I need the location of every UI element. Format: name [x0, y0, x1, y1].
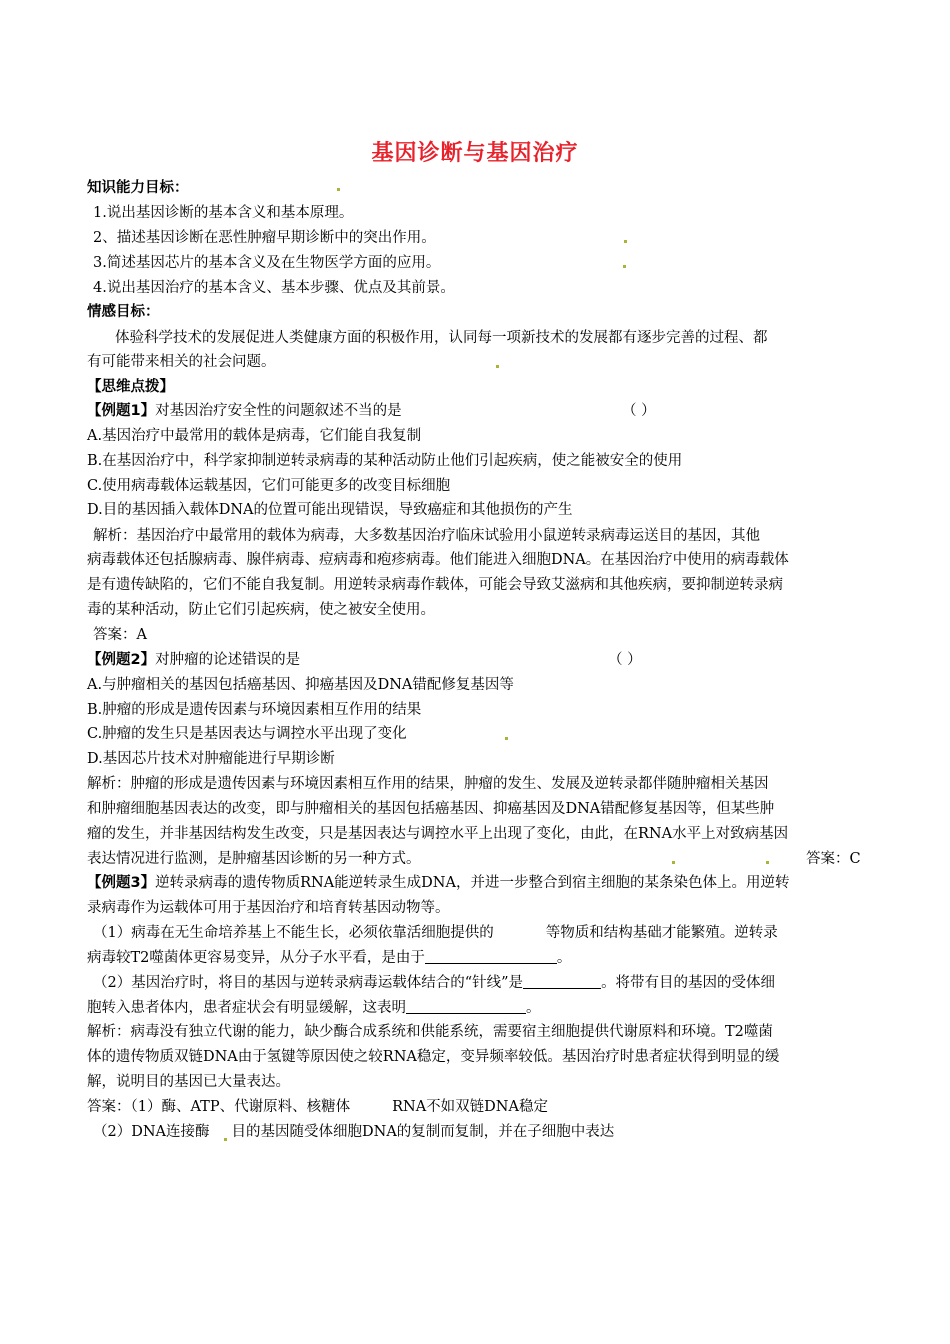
example-3-analysis-line-1: 解析：病毒没有独立代谢的能力，缺少酶合成系统和供能系统，需要宿主细胞提供代谢原料和环境。T2噬菌: [87, 1024, 773, 1040]
example-1-question-text: 对基因治疗安全性的问题叙述不当的是: [155, 403, 402, 419]
example-2-question-text: 对肿瘤的论述错误的是: [155, 652, 301, 668]
subquestion-2-text-c: 胞转入患者体内，患者症状会有明显缓解，这表明: [87, 1000, 406, 1016]
section-heading: 【思维点拨】: [87, 379, 174, 395]
knowledge-item-4: 4.说出基因治疗的基本含义、基本步骤、优点及其前景。: [93, 280, 455, 296]
example-1-analysis-line-4: 毒的某种活动，防止它们引起疾病，使之被安全使用。: [87, 602, 435, 618]
emotion-text-line-1: 体验科学技术的发展促进人类健康方面的积极作用，认同每一项新技术的发展都有逐步完善的过程、都: [115, 330, 768, 346]
example-2-analysis-line-4: 表达情况进行监测，是肿瘤基因诊断的另一种方式。: [87, 851, 421, 867]
scan-speck: [505, 737, 508, 740]
knowledge-item-1: 1.说出基因诊断的基本含义和基本原理。: [93, 205, 354, 221]
subquestion-2-text-a: （2）基因治疗时，将目的基因与逆转录病毒运载体结合的“针线”是: [93, 975, 524, 991]
example-1-question: [87, 401, 402, 421]
scan-speck: [496, 365, 499, 368]
example-1-answer: 答案：A: [93, 627, 147, 643]
knowledge-item-2: 2、描述基因诊断在恶性肿瘤早期诊断中的突出作用。: [93, 230, 436, 246]
scan-speck: [766, 861, 769, 864]
example-3-analysis-line-3: 解，说明目的基因已大量表达。: [87, 1074, 290, 1090]
subquestion-1-text-a: （1）病毒在无生命培养基上不能生长，必须依靠活细胞提供的: [93, 925, 494, 941]
example-2-option-d: D.基因芯片技术对肿瘤能进行早期诊断: [87, 751, 335, 767]
subquestion-1-text-c: 病毒较T2噬菌体更容易变异，从分子水平看，是由于: [87, 950, 425, 966]
example-1-option-d: D.目的基因插入载体DNA的位置可能出现错误，导致癌症和其他损伤的产生: [87, 502, 573, 518]
example-1-option-b: B.在基因治疗中，科学家抑制逆转录病毒的某种活动防止他们引起疾病，使之能被安全的使用: [87, 453, 683, 469]
example-1-analysis-line-3: 是有遗传缺陷的，它们不能自我复制。用逆转录病毒作载体，可能会导致艾滋病和其他疾病，要抑制逆转录病: [87, 577, 783, 593]
example-3-question-text: 逆转录病毒的遗传物质RNA能逆转录生成DNA，并进一步整合到宿主细胞的某条染色体上。用逆转: [155, 875, 790, 891]
subquestion-1-text-b: 等物质和结构基础才能繁殖。逆转录: [545, 925, 778, 941]
blank-1-2[interactable]: [425, 949, 557, 964]
example-3-subquestion-1-line-1: [93, 923, 778, 943]
example-3-question-line-1: [87, 873, 789, 893]
example-3-subquestion-2-line-1: [93, 973, 775, 993]
example-3-question-line-2: 录病毒作为运载体可用于基因治疗和培育转基因动物等。: [87, 900, 450, 916]
example-3-label: 【例题3】: [87, 875, 156, 891]
example-3-answer-line-1: [87, 1097, 548, 1117]
emotion-text-line-2: 有可能带来相关的社会问题。: [87, 354, 276, 370]
scan-speck: [224, 1138, 227, 1141]
example-2-answer-paren: （ ）: [608, 652, 642, 668]
example-3-answer-line-2: [93, 1122, 614, 1142]
example-3-subquestion-2-line-2: [87, 998, 541, 1018]
answer-2-part-a: （2）DNA连接酶: [93, 1124, 210, 1140]
example-2-answer: 答案：C: [806, 851, 861, 867]
answer-2-part-b: 目的基因随受体细胞DNA的复制而复制，并在子细胞中表达: [231, 1124, 615, 1140]
subquestion-2-end: 。: [526, 1000, 541, 1016]
example-1-option-a: A.基因治疗中最常用的载体是病毒，它们能自我复制: [87, 428, 422, 444]
example-2-analysis-line-3: 瘤的发生，并非基因结构发生改变，只是基因表达与调控水平上出现了变化，由此，在RNA水平上对致病基因: [87, 826, 789, 842]
scan-speck: [623, 265, 626, 268]
example-1-option-c: C.使用病毒载体运载基因，它们可能更多的改变目标细胞: [87, 478, 451, 494]
example-1-analysis-line-1: 解析：基因治疗中最常用的载体为病毒，大多数基因治疗临床试验用小鼠逆转录病毒运送目的基因，其他: [93, 528, 760, 544]
answer-1-part-b: RNA不如双链DNA稳定: [392, 1099, 548, 1115]
example-2-option-b: B.肿瘤的形成是遗传因素与环境因素相互作用的结果: [87, 702, 422, 718]
example-2-analysis-line-1: 解析：肿瘤的形成是遗传因素与环境因素相互作用的结果，肿瘤的发生、发展及逆转录都伴随肿瘤相关基因: [87, 776, 769, 792]
knowledge-heading: 知识能力目标：: [87, 180, 189, 196]
example-2-question: [87, 650, 300, 670]
knowledge-item-3: 3.简述基因芯片的基本含义及在生物医学方面的应用。: [93, 255, 441, 271]
scan-speck: [624, 240, 627, 243]
example-2-label: 【例题2】: [87, 652, 156, 668]
blank-2-2[interactable]: [406, 999, 526, 1014]
scan-speck: [337, 188, 340, 191]
example-2-analysis-line-2: 和肿瘤细胞基因表达的改变，即与肿瘤相关的基因包括癌基因、抑癌基因及DNA错配修复基因等，但某些肿: [87, 801, 775, 817]
blank-1-1[interactable]: [494, 925, 546, 939]
subquestion-1-end: 。: [556, 950, 572, 966]
example-2-option-c: C.肿瘤的发生只是基因表达与调控水平出现了变化: [87, 726, 407, 742]
document-title: 基因诊断与基因治疗: [371, 141, 579, 166]
subquestion-2-text-b: 。将带有目的基因的受体细: [601, 975, 776, 991]
example-1-analysis-line-2: 病毒载体还包括腺病毒、腺伴病毒、痘病毒和疱疹病毒。他们能进入细胞DNA。在基因治疗中使用的病毒载体: [87, 552, 789, 568]
example-1-answer-paren: （ ）: [622, 403, 656, 419]
example-1-label: 【例题1】: [87, 403, 156, 419]
scan-speck: [672, 861, 675, 864]
example-2-option-a: A.与肿瘤相关的基因包括癌基因、抑癌基因及DNA错配修复基因等: [87, 677, 514, 693]
example-3-subquestion-1-line-2: [87, 948, 571, 968]
answer-1-part-a: 答案：（1）酶、ATP、代谢原料、核糖体: [87, 1099, 351, 1115]
emotion-heading: 情感目标：: [87, 304, 160, 320]
example-3-analysis-line-2: 体的遗传物质双链DNA由于氢键等原因使之较RNA稳定，变异频率较低。基因治疗时患者症状得到明显的缓: [87, 1049, 780, 1065]
blank-2-1[interactable]: [523, 974, 601, 989]
